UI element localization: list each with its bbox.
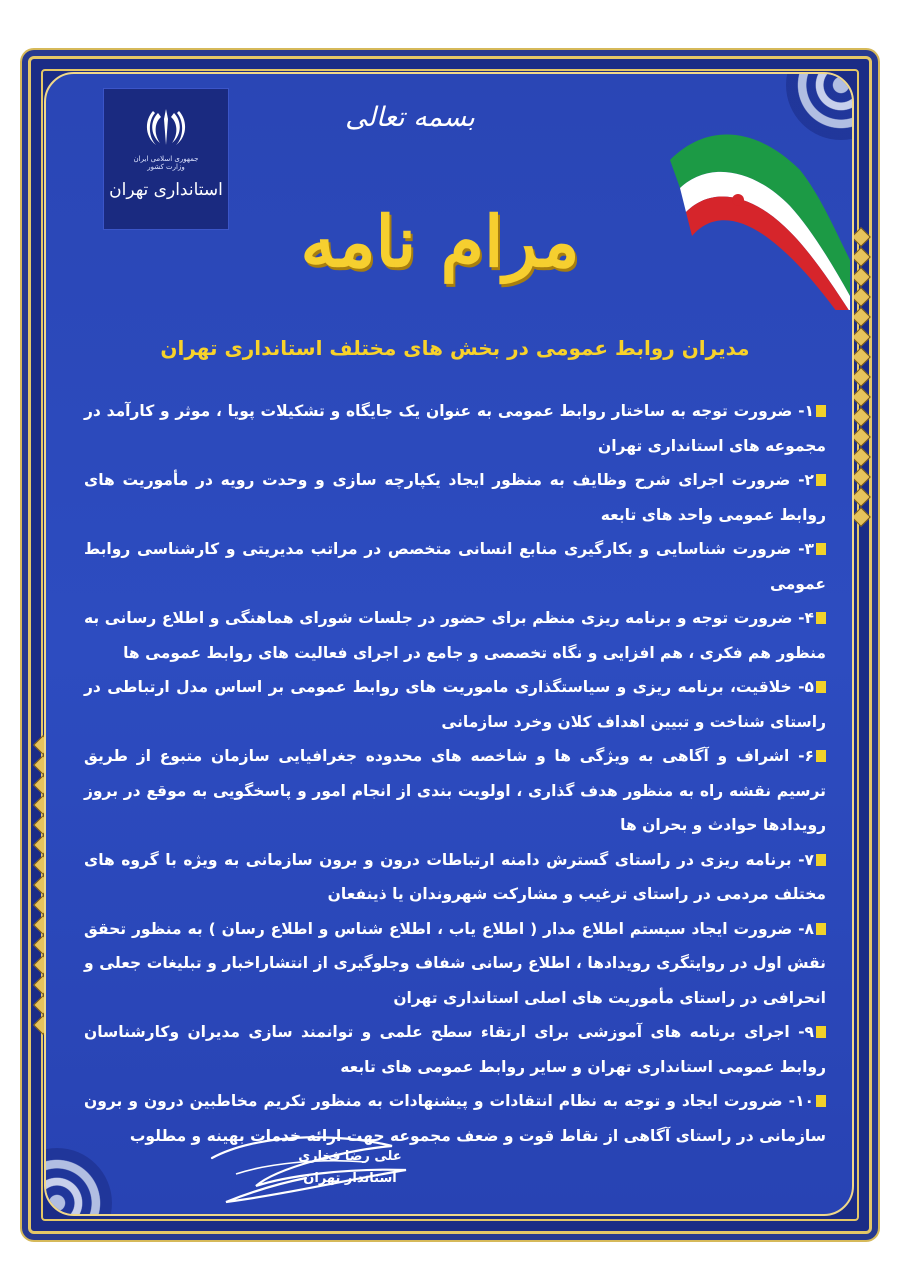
signatory-name: علی رضا فخاری [298,1149,402,1164]
clause-text: ۲- ضرورت اجرای شرح وظایف به منظور ایجاد یکپارچه سازی و وحدت رویه در مأموریت های روابط عمومی واحد های تابعه [84,471,826,524]
iran-flag-icon [650,60,850,310]
logo-name: استانداری تهران [109,179,223,200]
clause-text: ۵- خلاقیت، برنامه ریزی و سیاستگذاری ماموریت های روابط عمومی بر اساس مدل ارتباطی در راستای شناخت و تبیین اهداف کلان وخرد سازمانی [84,678,826,731]
list-item [84,532,826,601]
clause-text: ۱- ضرورت توجه به ساختار روابط عمومی به عنوان یک جایگاه و تشکیلات پویا ، موثر و کارآمد در مجموعه های استانداری تهران [84,402,826,455]
clause-text: ۶- اشراف و آگاهی به ویژگی ها و شاخصه های محدوده جغرافیایی سازمان متبوع از طریق ترسیم نقشه راه به منظور هدف گذاری ، اولویت بندی از انجام امور و پاسخگویی به موقع در بروز رویدادها حوادث و بحران ها [84,747,826,834]
bullet-square-icon [816,750,826,762]
page-title: مرام نامه [300,200,580,283]
list-item [84,394,826,463]
logo-small-text [134,155,199,172]
logo-ministry: وزارت کشور [147,163,185,172]
bullet-square-icon [816,854,826,866]
signatory-role: استاندار تهران [303,1171,397,1186]
clause-text: ۸- ضرورت ایجاد سیستم اطلاع مدار ( اطلاع یاب ، اطلاع شناس و اطلاع رسان ) به منظور تحقق نقش اول در روایتگری رویدادها ، اطلاع رسانی شفاف وجلوگیری از انتشاراخبار و تبلیغات جعلی و انحرافی در راستای مأموریت های اصلی استانداری تهران [84,919,826,1007]
list-item [84,601,826,670]
bullet-square-icon [816,1095,826,1107]
bullet-square-icon [816,612,826,624]
right-ornament-chain [854,230,870,524]
clause-text: ۱۰- ضرورت ایجاد و توجه به نظام انتقادات و پیشنهادات به منظور تکریم مخاطبین درون و برون سازمانی در راستای آگاهی از نقاط قوت و ضعف مجموعه جهت ارائه خدمات بهینه و مطلوب [84,1092,826,1145]
clause-list [84,394,826,1153]
bullet-square-icon [816,681,826,693]
basmala: بسمه تعالی [345,102,475,133]
clause-text: ۴- ضرورت توجه و برنامه ریزی منظم برای حضور در جلسات شورای هماهنگی و اطلاع رسانی به منظور هم فکری ، هم افزایی و نگاه تخصصی و جامع در اجرای فعالیت های روابط عمومی ها [84,609,826,662]
clause-text: ۹- اجرای برنامه های آموزشی برای ارتقاء سطح علمی و توانمند سازی مدیران وکارشناسان روابط عمومی استانداری تهران و سایر روابط عمومی های تابعه [84,1023,826,1076]
bullet-square-icon [816,1026,826,1038]
governorate-logo [103,88,229,230]
corner-ornament-icon [44,1148,112,1216]
bullet-square-icon [816,543,826,555]
bullet-square-icon [816,923,826,935]
list-item [84,912,826,1016]
bullet-square-icon [816,405,826,417]
signatory [290,1146,410,1190]
bullet-square-icon [816,474,826,486]
list-item [84,1015,826,1084]
list-item [84,843,826,912]
list-item [84,670,826,739]
iran-emblem-icon [144,105,188,149]
clause-text: ۳- ضرورت شناسایی و بکارگیری منابع انسانی متخصص در مراتب مدیریتی و کارشناسی روابط عمومی [84,540,826,593]
clause-text: ۷- برنامه ریزی در راستای گسترش دامنه ارتباطات درون و برون سازمانی به ویژه با گروه های مختلف مردمی در راستای ترغیب و مشارکت شهروندان یا ذینفعان [84,850,826,903]
list-item [84,739,826,843]
page-subtitle: مدیران روابط عمومی در بخش های مختلف استانداری تهران [160,336,750,360]
list-item [84,463,826,532]
logo-country: جمهوری اسلامی ایران [133,155,199,163]
